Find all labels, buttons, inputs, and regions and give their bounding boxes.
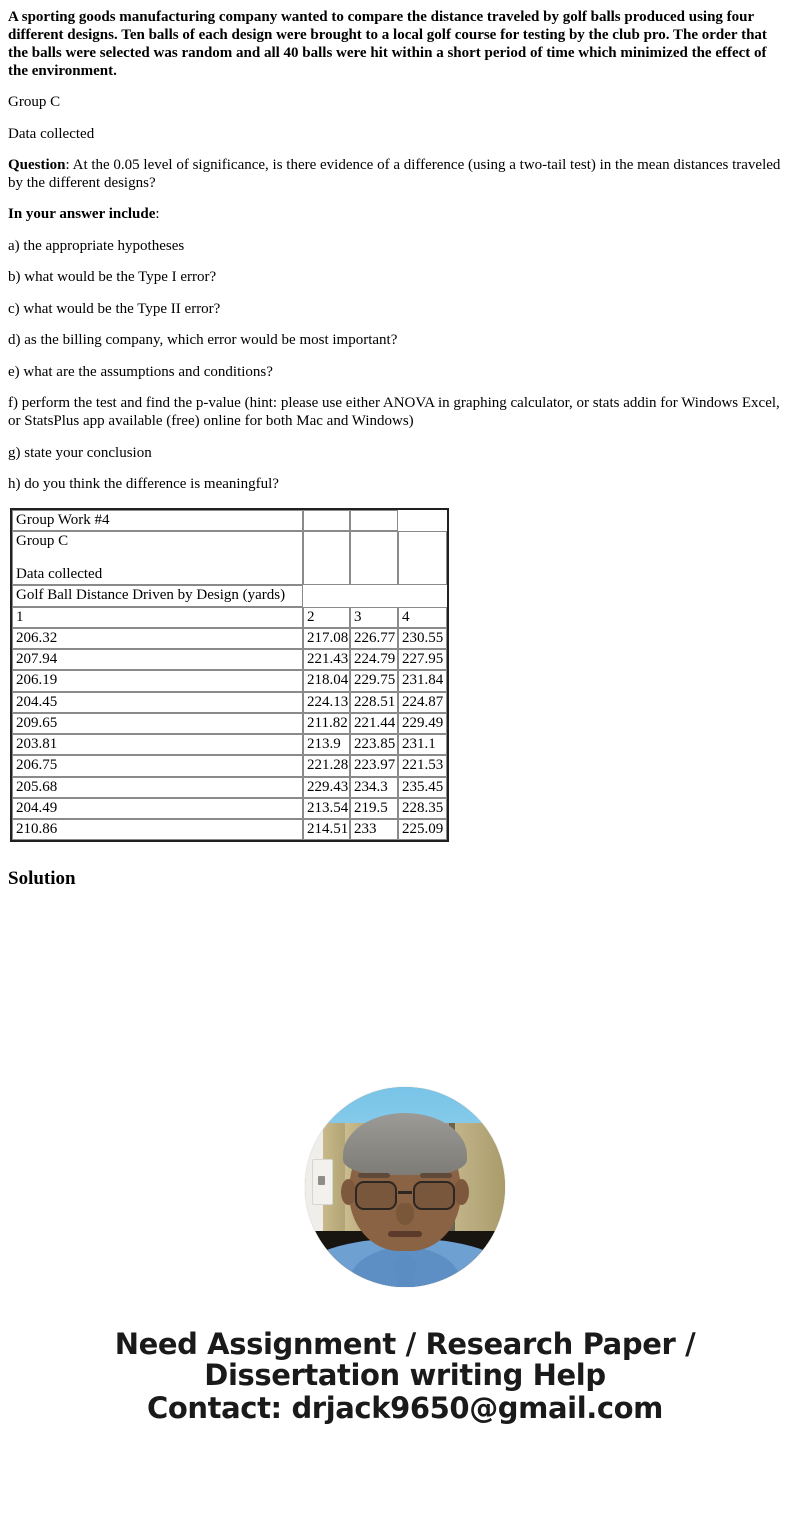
table-subtitle-blank-3 [350,531,398,586]
cell-d4-r6: 231.1 [398,734,447,755]
cell-d2-r2: 221.43 [303,649,350,670]
footer [8,1329,794,1423]
cell-d4-r5: 229.49 [398,713,447,734]
table-caption-blank-4 [398,585,447,606]
cell-d4-r3: 231.84 [398,670,447,691]
cell-d2-r6: 213.9 [303,734,350,755]
avatar-glasses-right-lens [413,1181,455,1210]
table-row [12,628,447,649]
avatar-eyebrow-right [420,1173,452,1178]
cell-d1-r3: 206.19 [12,670,303,691]
cell-d3-r5: 221.44 [350,713,398,734]
cell-d4-r8: 235.45 [398,777,447,798]
table-header-row [12,607,447,628]
cell-d3-r6: 223.85 [350,734,398,755]
avatar-light-switch [312,1159,333,1205]
cell-d4-r1: 230.55 [398,628,447,649]
cell-d3-r1: 226.77 [350,628,398,649]
table-title-blank-4 [398,510,447,531]
avatar [305,1087,505,1287]
table-row [12,819,447,840]
answer-item-d: d) as the billing company, which error would be most important? [8,332,398,349]
column-header-2: 2 [303,607,350,628]
question-paragraph [8,157,786,192]
cell-d1-r7: 206.75 [12,755,303,776]
avatar-mouth [388,1231,422,1237]
cell-d4-r4: 224.87 [398,692,447,713]
answer-item-g: g) state your conclusion [8,444,152,461]
answer-include-label: In your answer include [8,206,156,223]
answer-item-e: e) what are the assumptions and conditions? [8,363,273,380]
intro-paragraph: A sporting goods manufacturing company wanted to compare the distance traveled by golf balls produced using four different designs. Ten balls of each design were brought to a local golf course for testing by the club pro. The order that the balls were selected was random and all 40 balls were hit within a short period of time which minimized the effect of the environment. [8,9,767,79]
cell-d1-r6: 203.81 [12,734,303,755]
table-caption-blank-3 [350,585,398,606]
avatar-eyebrow-left [358,1173,390,1178]
table-subtitle-line-1: Group C [16,532,69,549]
cell-d1-r5: 209.65 [12,713,303,734]
footer-contact: Contact: drjack9650@gmail.com [147,1390,663,1425]
column-header-3: 3 [350,607,398,628]
cell-d2-r8: 229.43 [303,777,350,798]
cell-d3-r4: 228.51 [350,692,398,713]
cell-d1-r1: 206.32 [12,628,303,649]
table-subtitle-cell [12,531,303,586]
cell-d2-r4: 224.13 [303,692,350,713]
table-row [12,777,447,798]
table-title-cell: Group Work #4 [12,510,303,531]
avatar-container [8,1087,794,1287]
cell-d3-r2: 224.79 [350,649,398,670]
cell-d3-r3: 229.75 [350,670,398,691]
cell-d4-r2: 227.95 [398,649,447,670]
table-caption-cell: Golf Ball Distance Driven by Design (yards) [12,585,303,606]
cell-d3-r8: 234.3 [350,777,398,798]
table-row-title [12,510,447,531]
cell-d2-r7: 221.28 [303,755,350,776]
table-row [12,649,447,670]
question-label: Question [8,157,66,174]
cell-d3-r7: 223.97 [350,755,398,776]
answer-item-b: b) what would be the Type I error? [8,269,217,286]
column-header-4: 4 [398,607,447,628]
table-subtitle-blank-2 [303,531,350,586]
table-row [12,755,447,776]
cell-d2-r1: 217.08 [303,628,350,649]
golf-ball-data-table [10,508,449,843]
table-row [12,692,447,713]
cell-d1-r8: 205.68 [12,777,303,798]
answer-item-c: c) what would be the Type II error? [8,300,221,317]
solution-heading: Solution [8,868,76,890]
answer-item-a: a) the appropriate hypotheses [8,237,185,254]
cell-d3-r10: 233 [350,819,398,840]
cell-d2-r9: 213.54 [303,798,350,819]
column-header-1: 1 [12,607,303,628]
table-row [12,734,447,755]
avatar-glasses-left-lens [355,1181,397,1210]
cell-d1-r9: 204.49 [12,798,303,819]
table-row [12,798,447,819]
cell-d2-r3: 218.04 [303,670,350,691]
cell-d2-r5: 211.82 [303,713,350,734]
table-row [12,713,447,734]
cell-d1-r10: 210.86 [12,819,303,840]
cell-d4-r7: 221.53 [398,755,447,776]
table-row [12,670,447,691]
cell-d4-r9: 228.35 [398,798,447,819]
question-text: : At the 0.05 level of significance, is there evidence of a difference (using a two-tail test) in the mean distances traveled by the different designs? [8,157,781,191]
table-row-subtitle [12,531,447,586]
cell-d2-r10: 214.51 [303,819,350,840]
cell-d1-r2: 207.94 [12,649,303,670]
table-title-blank-2 [303,510,350,531]
table-row-caption [12,585,447,606]
footer-headline: Need Assignment / Research Paper / Dissertation writing Help [114,1327,696,1392]
cell-d3-r9: 219.5 [350,798,398,819]
table-title-blank-3 [350,510,398,531]
answer-item-h: h) do you think the difference is meaningful? [8,476,279,493]
answer-include-colon: : [155,206,160,223]
group-label: Group C [8,94,61,110]
answer-item-f: f) perform the test and find the p-value (hint: please use either ANOVA in graphing calculator, or stats addin for Windows Excel, or StatsPlus app available (free) online for both Mac and Windows) [8,395,780,430]
table-subtitle-blank-4 [398,531,447,586]
avatar-glasses-bridge [398,1191,412,1194]
table-subtitle-line-2: Data collected [16,566,103,583]
table-caption-blank-2 [303,585,350,606]
cell-d4-r10: 225.09 [398,819,447,840]
cell-d1-r4: 204.45 [12,692,303,713]
answer-include-heading [8,206,786,224]
data-collected-label: Data collected [8,125,95,142]
